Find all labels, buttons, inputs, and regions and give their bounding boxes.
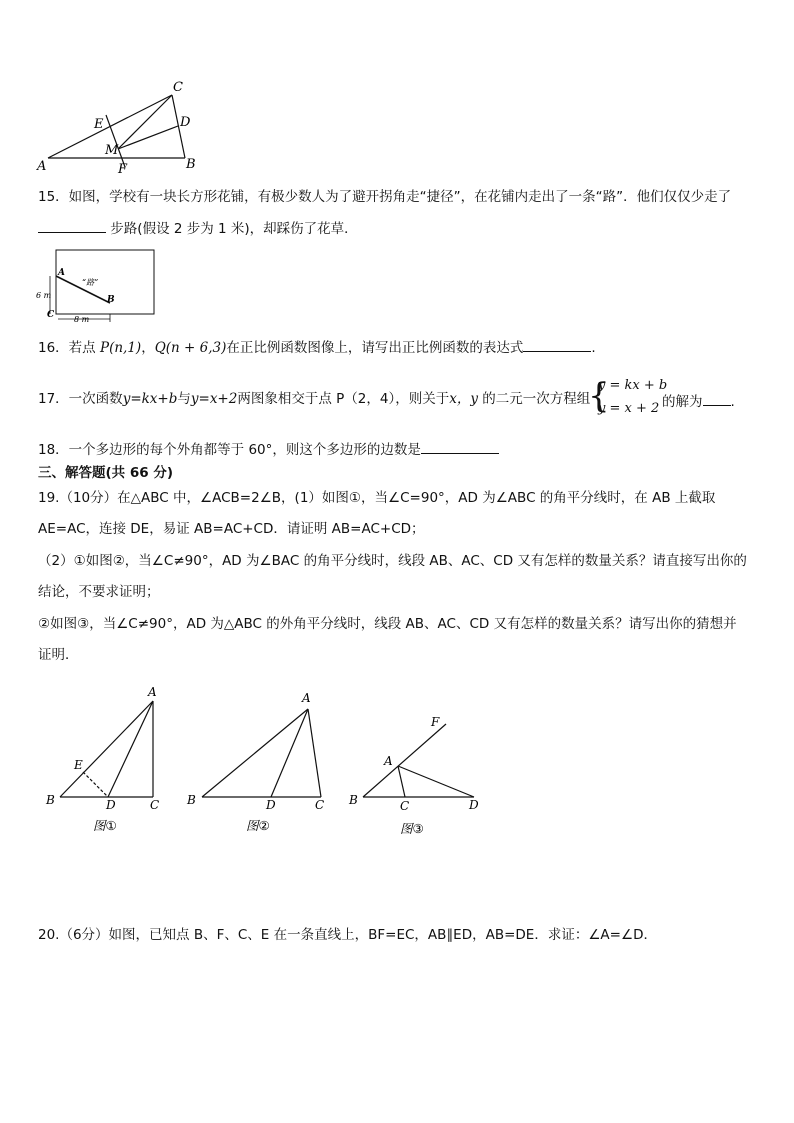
flowerbed-rect — [56, 250, 154, 314]
q19-line1: 19.（10分）在△ABC 中，∠ACB=2∠B，(1）如图①，当∠C=90°，AD 为∠ABC 的角平分线时，在 AB 上截取 — [38, 490, 716, 506]
q16-line — [38, 337, 596, 357]
figure-q15 — [36, 246, 160, 324]
q16-q-coords: (n + 6,3) — [165, 340, 227, 356]
label-b: B — [107, 295, 115, 305]
label-f: F — [431, 715, 440, 729]
q17-mid3: ，则关于 — [395, 391, 450, 407]
q17-mid2: 两图象相交于点 — [237, 391, 332, 407]
label-f: F — [118, 162, 128, 176]
figure-2 — [182, 682, 342, 838]
q17-end: . — [730, 394, 735, 410]
label-c: C — [315, 798, 325, 812]
figure-3 — [344, 708, 494, 838]
q19-line2: AE=AC，连接 DE，易证 AB=AC+CD．请证明 AB=AC+CD； — [38, 521, 425, 537]
q17-eq2: y = x + 2 — [598, 401, 660, 416]
q18-line — [38, 439, 499, 459]
label-e: E — [74, 758, 83, 772]
label-e: E — [94, 117, 104, 132]
caption-fig2: 图② — [246, 818, 270, 833]
figure-1 — [40, 682, 180, 838]
segment-md — [118, 126, 178, 149]
q16-answer-blank[interactable] — [523, 337, 591, 352]
label-b: B — [186, 157, 196, 172]
q19-line5: ②如图③，当∠C≠90°，AD 为△ABC 的外角平分线时，线段 AB、AC、CD 又有怎样的数量关系？请写出你的猜想并 — [38, 616, 737, 632]
q15-answer-blank[interactable] — [38, 218, 106, 233]
q19-line4: 结论，不要求证明； — [38, 584, 160, 600]
q16-sep: ， — [141, 340, 155, 356]
q18-answer-blank[interactable] — [421, 439, 499, 454]
q15-text-after: 步路(假设 2 步为 1 米)，却踩伤了花草． — [110, 221, 358, 237]
label-a: A — [148, 685, 157, 699]
section-three-title: 三、解答题(共 66 分) — [38, 465, 174, 481]
q16-end: . — [591, 340, 596, 356]
q17-f2: y=x+2 — [190, 391, 238, 407]
label-d: D — [266, 798, 276, 812]
segment-ef — [106, 115, 125, 167]
q16-point-p: P — [99, 340, 110, 356]
label-a: A — [37, 159, 47, 174]
label-b: B — [187, 793, 196, 807]
label-c: C — [150, 798, 160, 812]
label-d: D — [106, 798, 116, 812]
q15-text-before: 15．如图，学校有一块长方形花铺，有极少数人为了避开拐角走“捷径”，在花铺内走出了一条“路”．他们仅仅少走了 — [38, 189, 732, 205]
label-c: C — [47, 310, 55, 320]
q16-p-coords: (n,1) — [109, 340, 142, 356]
dim-8m: 8 m — [74, 315, 90, 324]
q16-point-q: Q — [154, 340, 166, 356]
q17-point: P（2，4） — [336, 391, 396, 407]
q15-line2 — [38, 218, 358, 238]
label-m: M — [105, 143, 119, 158]
label-d: D — [180, 115, 191, 130]
q17-answer-blank[interactable] — [703, 391, 731, 406]
label-a: A — [302, 691, 311, 705]
dim-6m: 6 m — [36, 291, 52, 300]
q17-suffix: 的解为 — [662, 394, 703, 410]
label-a: A — [58, 268, 65, 278]
q16-prefix: 16．若点 — [38, 340, 96, 356]
segment-mc — [118, 95, 172, 149]
q17-mid4: 的二元一次方程组 — [482, 391, 591, 407]
label-b: B — [46, 793, 55, 807]
q17-prefix: 17．一次函数 — [38, 391, 123, 407]
q17-eq1: y = kx + b — [598, 378, 668, 393]
road-label: “路” — [82, 278, 99, 287]
q17-suffix-wrap — [662, 390, 735, 410]
figure-q14 — [30, 76, 210, 176]
q19-line3: （2）①如图②，当∠C≠90°，AD 为∠BAC 的角平分线时，线段 AB、AC、CD 又有怎样的数量关系？请直接写出你的 — [38, 553, 747, 569]
q17-line — [38, 390, 590, 408]
label-d: D — [469, 798, 479, 812]
q17-vars: x，y — [449, 391, 478, 407]
q20-line: 20.（6分）如图，已知点 B、F、C、E 在一条直线上，BF=EC，AB∥ED，AB=DE．求证：∠A=∠D． — [38, 927, 657, 943]
q18-text: 18．一个多边形的每个外角都等于 60°，则这个多边形的边数是 — [38, 442, 421, 458]
label-c: C — [173, 80, 183, 95]
caption-fig1: 图① — [93, 818, 117, 833]
label-a: A — [384, 754, 393, 768]
label-c: C — [400, 799, 410, 813]
q17-brace: { — [588, 376, 610, 416]
q16-suffix: 在正比例函数图像上，请写出正比例函数的表达式 — [226, 340, 524, 356]
label-b: B — [349, 793, 358, 807]
caption-fig3: 图③ — [400, 821, 424, 836]
q17-mid1: 与 — [177, 391, 191, 407]
q19-line6: 证明． — [38, 647, 79, 663]
q17-f1: y=kx+b — [122, 391, 178, 407]
q15-line1 — [38, 188, 731, 206]
